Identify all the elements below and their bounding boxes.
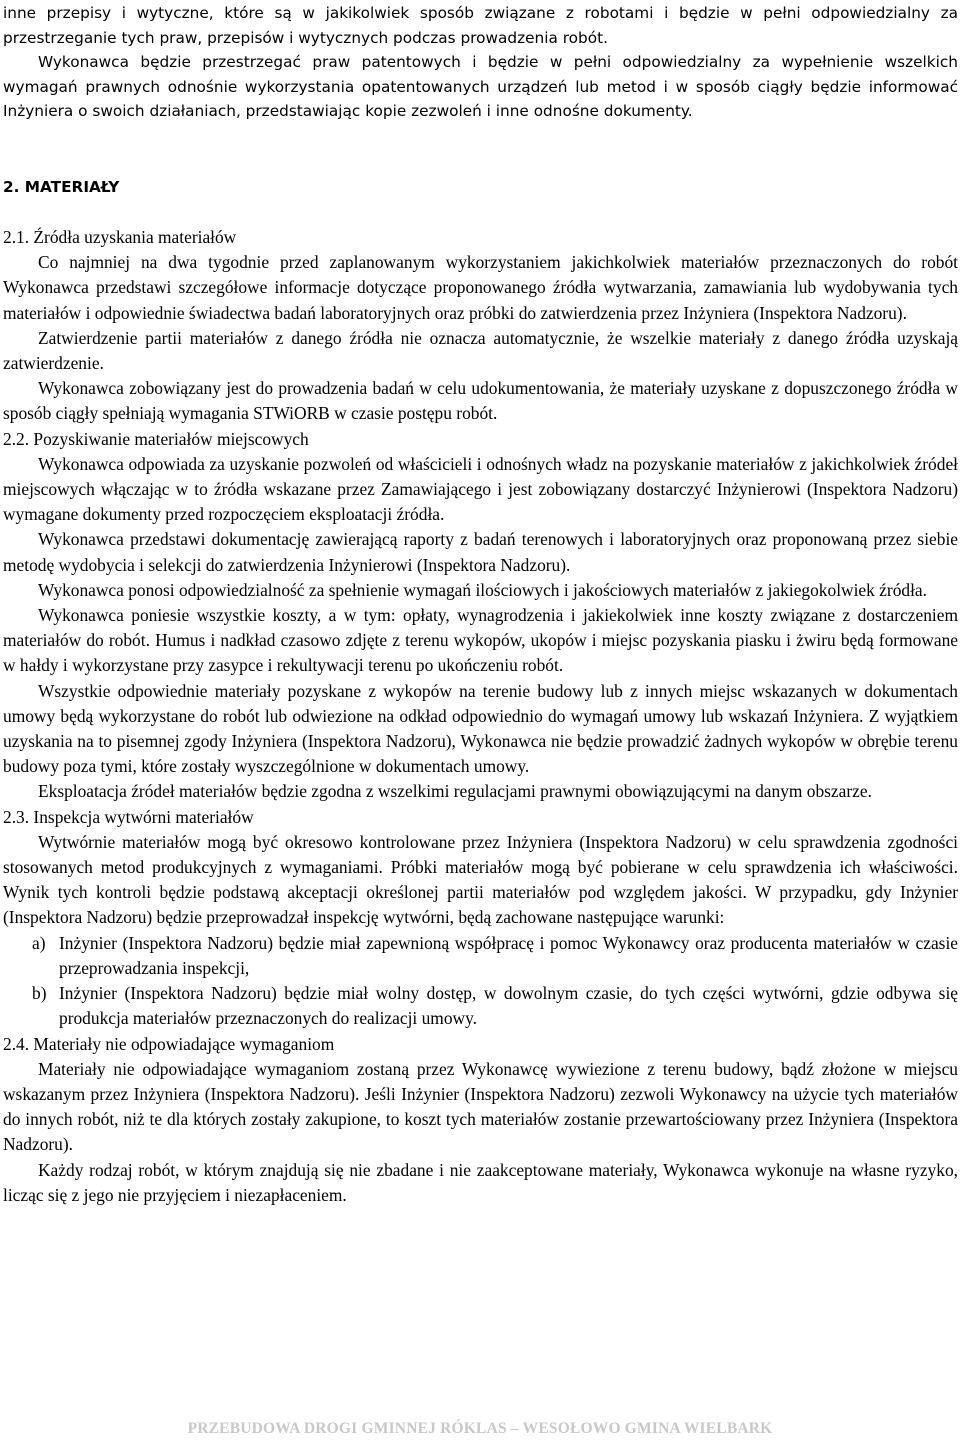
list-marker: b)	[32, 983, 47, 1004]
s21-paragraph-2: Zatwierdzenie partii materiałów z danego źródła nie oznacza automatycznie, że wszelkie materiały z danego źródła uzyskają zatwierdzenie.	[3, 327, 958, 374]
s22-paragraph-6: Eksploatacja źródeł materiałów będzie zgodna z wszelkimi regulacjami prawnymi obowiązującymi na danym obszarze.	[38, 781, 872, 802]
s22-paragraph-2: Wykonawca przedstawi dokumentację zawierającą raporty z badań terenowych i laboratoryjnych oraz proponowaną przez siebie metodę wydobycia i selekcji do zatwierdzenia Inżynierowi (Inspektora Nadzoru).	[3, 529, 958, 575]
s22-paragraph-3: Wykonawca ponosi odpowiedzialność za spełnienie wymagań ilościowych i jakościowych materiałów z jakiegokolwiek źródła.	[38, 579, 927, 600]
list-item-text: Inżynier (Inspektora Nadzoru) będzie miał zapewnioną współpracę i pomoc Wykonawcy oraz producenta materiałów w czasie przeprowadzania inspekcji,	[59, 932, 958, 978]
subsection-2-2-title: 2.2. Pozyskiwanie materiałów miejscowych	[3, 428, 309, 449]
s21-paragraph-3: Wykonawca zobowiązany jest do prowadzenia badań w celu udokumentowania, że materiały uzyskane z dopuszczonego źródła w sposób ciągły spełniają wymagania STWiORB w czasie postępu robót.	[3, 378, 958, 424]
section-heading: 2. MATERIAŁY	[3, 178, 120, 196]
s21-paragraph-1: Co najmniej na dwa tygodnie przed zaplanowanym wykorzystaniem jakichkolwiek materiałów przeznaczonych do robót Wykonawca przedstawi szczegółowe informacje dotyczące proponowanego źródła wytwarzania, zamawiania lub wydobywania tych materiałów i odpowiednie świadectwa badań laboratoryjnych oraz próbki do zatwierdzenia przez Inżyniera (Inspektora Nadzoru).	[3, 252, 958, 323]
s23-paragraph: Wytwórnie materiałów mogą być okresowo kontrolowane przez Inżyniera (Inspektora Nadzoru) w celu sprawdzenia zgodności stosowanych metod produkcyjnych z wymaganiami. Próbki materiałów mogą być pobierane w celu sprawdzenia ich właściwości. Wynik tych kontroli będzie podstawą akceptacji określonej partii materiałów pod względem jakości. W przypadku, gdy Inżynier (Inspektora Nadzoru) będzie przeprowadzał inspekcję wytwórni, będą zachowane następujące warunki:	[3, 831, 958, 928]
s24-paragraph-2: Każdy rodzaj robót, w którym znajdują się nie zbadane i nie zaakceptowane materiały, Wykonawca wykonuje na własne ryzyko, licząc się z jego nie przyjęciem i niezapłaceniem.	[3, 1159, 958, 1205]
list-item	[3, 981, 958, 1031]
s22-paragraph-5: Wszystkie odpowiednie materiały pozyskane z wykopów na terenie budowy lub z innych miejsc wskazanych w dokumentach umowy będą wykorzystane do robót lub odwiezione na odkład odpowiednio do wymagań umowy lub wskazań Inżyniera. Z wyjątkiem uzyskania na to pisemnej zgody Inżyniera (Inspektora Nadzoru), Wykonawca nie będzie prowadzić żadnych wykopów w obrębie terenu budowy poza tymi, które zostały wyszczególnione w dokumentach umowy.	[3, 680, 958, 777]
intro-paragraph-2: Wykonawca będzie przestrzegać praw patentowych i będzie w pełni odpowiedzialny za wypełnienie wszelkich wymagań prawnych odnośnie wykorzystania opatentowanych urządzeń lub metod i w sposób ciągły będzie informować Inżyniera o swoich działaniach, przedstawiając kopie zezwoleń i inne odnośne dokumenty.	[3, 53, 958, 121]
s22-paragraph-4: Wykonawca poniesie wszystkie koszty, a w tym: opłaty, wynagrodzenia i jakiekolwiek inne koszty związane z dostarczeniem materiałów do robót. Humus i nadkład czasowo zdjęte z terenu wykopów, ukopów i miejsc pozyskania piasku i żwiru będą formowane w hałdy i wykorzystane przy zasypce i rekultywacji terenu po ukończeniu robót.	[3, 605, 958, 676]
list-item-text: Inżynier (Inspektora Nadzoru) będzie miał wolny dostęp, w dowolnym czasie, do tych części wytwórni, gdzie odbywa się produkcja materiałów przeznaczonych do realizacji umowy.	[59, 983, 958, 1029]
list-item	[3, 931, 958, 981]
subsection-2-1-title: 2.1. Źródła uzyskania materiałów	[3, 227, 237, 247]
page-footer: PRZEBUDOWA DROGI GMINNEJ RÓKLAS – WESOŁOWO GMINA WIELBARK	[187, 1420, 773, 1437]
intro-section	[3, 1, 958, 124]
subsection-2-3-title: 2.3. Inspekcja wytwórni materiałów	[3, 806, 254, 827]
subsection-2-4-title: 2.4. Materiały nie odpowiadające wymaganiom	[3, 1033, 335, 1054]
s22-paragraph-1: Wykonawca odpowiada za uzyskanie pozwoleń od właścicieli i odnośnych władz na pozyskanie materiałów z jakichkolwiek źródeł miejscowych włączając w to źródła wskazane przez Zamawiającego i jest zobowiązany dostarczyć Inżynierowi (Inspektora Nadzoru) wymagane dokumenty przed rozpoczęciem eksploatacji źródła.	[3, 453, 958, 525]
s24-paragraph-1: Materiały nie odpowiadające wymaganiom zostaną przez Wykonawcę wywiezione z terenu budowy, bądź złożone w miejscu wskazanym przez Inżyniera (Inspektora Nadzoru). Jeśli Inżynier (Inspektora Nadzoru) zezwoli Wykonawcy na użycie tych materiałów do innych robót, niż te dla których zostały zakupione, to koszt tych materiałów zostanie przewartościowany przez Inżyniera (Inspektora Nadzoru).	[3, 1058, 958, 1155]
list-marker: a)	[32, 932, 46, 953]
materials-section	[3, 225, 958, 1208]
intro-paragraph-1: inne przepisy i wytyczne, które są w jakikolwiek sposób związane z robotami i będzie w pełni odpowiedzialny za przestrzeganie tych praw, przepisów i wytycznych podczas prowadzenia robót.	[3, 4, 958, 47]
